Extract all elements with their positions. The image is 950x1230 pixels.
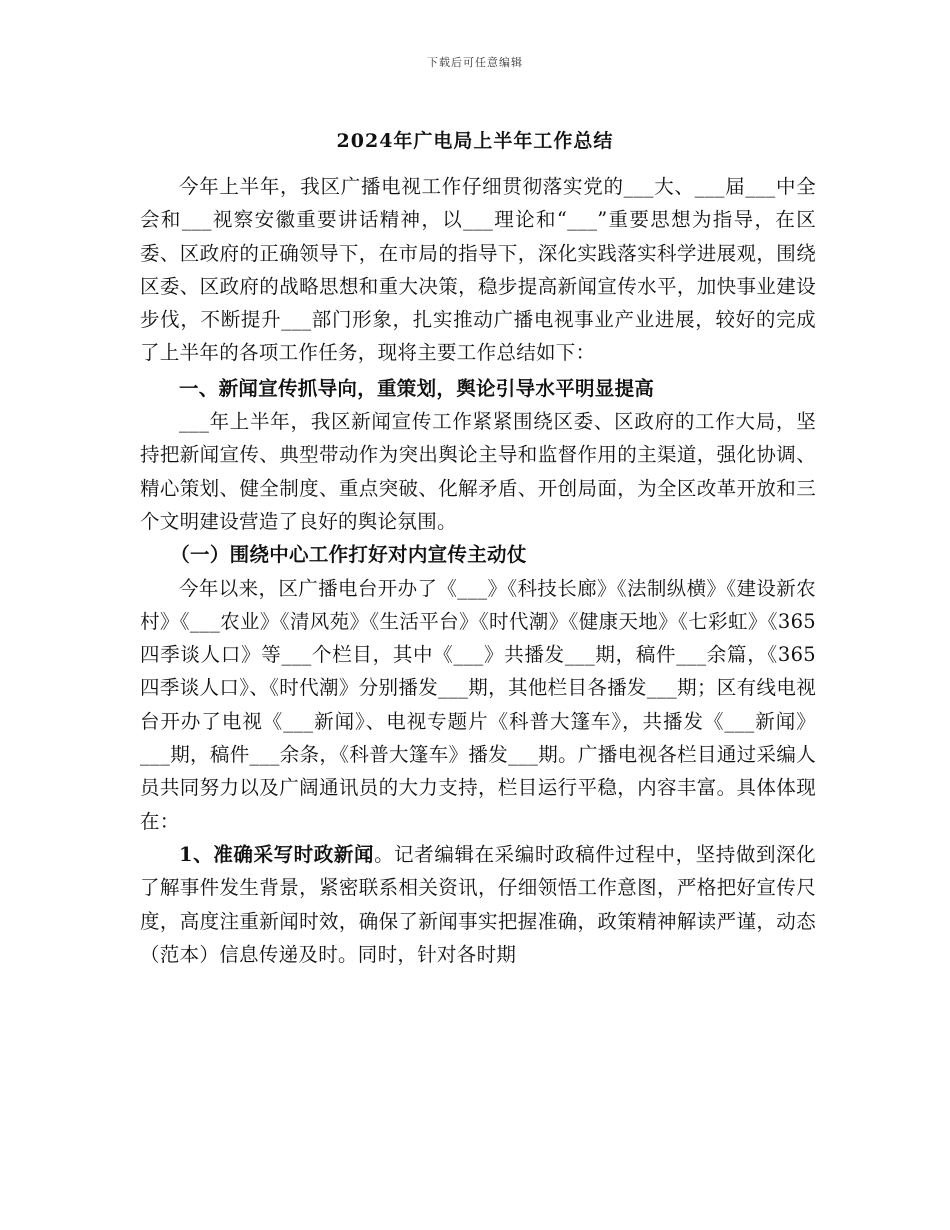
item-1-lead: 1、准确采写时政新闻 bbox=[179, 842, 375, 866]
item-1-body: 。记者编辑在采编时政稿件过程中，坚持做到深化了解事件发生背景，紧密联系相关资讯，仔细领悟工作意图，严格把好宣传尺度，高度注重新闻时效，确保了新闻事实把握准确，政策精神解读严谨，动态（范本）信息传递及时。同时，针对各时期 bbox=[140, 842, 816, 966]
document-title: 2024年广电局上半年工作总结 bbox=[336, 130, 614, 152]
intro-paragraph: 今年上半年，我区广播电视工作仔细贯彻落实党的___大、___届___中全会和___视察安徽重要讲话精神，以___理论和“___”重要思想为指导，在区委、区政府的正确领导下，在市局的指导下，深化实践落实科学进展观，围绕区委、区政府的战略思想和重大决策，稳步提高新闻宣传水平，加快事业建设步伐，不断提升___部门形象，扎实推动广播电视事业产业进展，较好的完成了上半年的各项工作任务，现将主要工作总结如下： bbox=[140, 175, 816, 365]
section-1-paragraph: ___年上半年，我区新闻宣传工作紧紧围绕区委、区政府的工作大局，坚持把新闻宣传、典型带动作为突出舆论主导和监督作用的主渠道，强化协调、精心策划、健全制度、重点突破、化解矛盾、开创局面，为全区改革开放和三个文明建设营造了良好的舆论氛围。 bbox=[140, 410, 816, 533]
header-note: 下载后可任意编辑 bbox=[427, 56, 523, 69]
subsection-heading-1: （一）围绕中心工作打好对内宣传主动仗 bbox=[170, 543, 527, 567]
item-1-paragraph bbox=[140, 838, 816, 971]
subsection-1-paragraph: 今年以来，区广播电台开办了《___》《科技长廊》《法制纵横》《建设新农村》《___农业》《清风苑》《生活平台》《时代潮》《健康天地》《七彩虹》《365四季谈人口》等___个栏目，其中《___》共播发___期，稿件___余篇，《365四季谈人口》、《时代潮》分别播发___期，其他栏目各播发___期；区有线电视台开办了电视《___新闻》、电视专题片《科普大篷车》，共播发《___新闻》___期，稿件___余条，《科普大篷车》播发___期。广播电视各栏目通过采编人员共同努力以及广阔通讯员的大力支持，栏目运行平稳，内容丰富。具体体现在： bbox=[140, 576, 816, 833]
section-heading-1: 一、新闻宣传抓导向，重策划，舆论引导水平明显提高 bbox=[179, 376, 655, 400]
document-body bbox=[140, 170, 816, 971]
